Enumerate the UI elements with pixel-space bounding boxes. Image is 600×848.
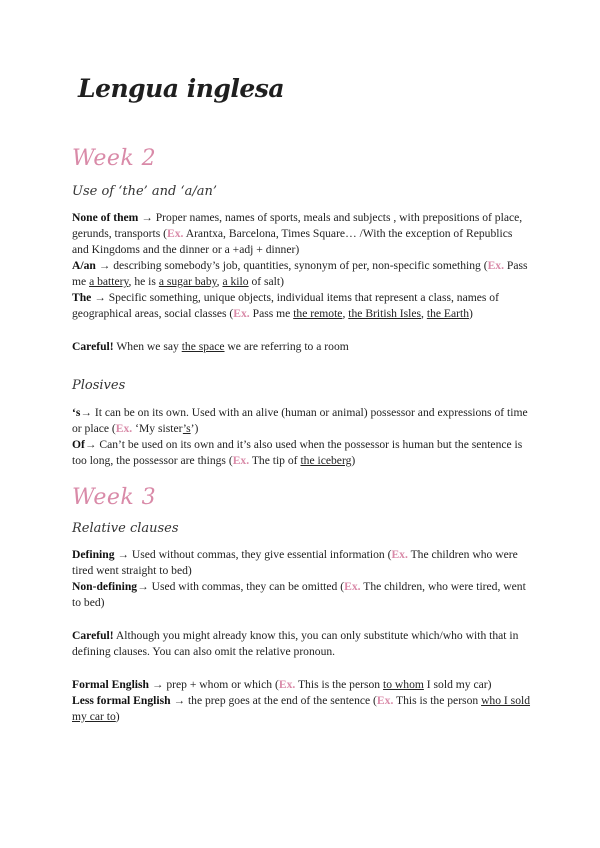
careful-note-relative: Careful! Although you might already know this, you can only substitute which/who with that in defining clauses. You can also omit the relative pronoun. [72, 629, 519, 658]
articles-heading: Use of ‘the’ and ‘a/an’ [72, 184, 218, 199]
articles-rules [72, 210, 530, 322]
relative-clauses-heading: Relative clauses [72, 521, 179, 536]
rule-formal-english: Formal English → prep + whom or which (Ex. This is the person to whom I sold my car) [72, 678, 492, 691]
relative-clauses-rules [72, 547, 530, 611]
rule-possessive-s: ‘s→ It can be on its own. Used with an alive (human or animal) possessor and expressions of time or place (Ex. ‘My sister’s’) [72, 406, 528, 435]
rule-the: The → Specific something, unique objects, individual items that represent a class, names of geographical areas, social classes (Ex. Pass me the remote, the British Isles, the Earth) [72, 291, 499, 320]
week-3-heading: Week 3 [72, 485, 157, 510]
document-title: Lengua inglesa [78, 74, 285, 103]
rule-defining: Defining → Used without commas, they give essential information (Ex. The children who were tired went straight to bed) [72, 548, 518, 577]
rule-non-defining: Non-defining→ Used with commas, they can be omitted (Ex. The children, who were tired, went to bed) [72, 580, 526, 609]
plosives-heading: Plosives [72, 378, 126, 393]
careful-note-space: Careful! When we say the space we are referring to a room [72, 340, 349, 353]
plosives-rules [72, 405, 530, 469]
rule-of: Of→ Can’t be used on its own and it’s also used when the possessor is human but the sentence is too long, the possessor are things (Ex. The tip of the iceberg) [72, 438, 523, 467]
rule-none-of-them: None of them → Proper names, names of sports, meals and subjects , with prepositions of place, gerunds, transports (Ex. Arantxa, Barcelona, Times Square… /With the exception of Republics and Kingdoms and the dinner or a +adj + dinner) [72, 211, 523, 256]
rule-less-formal-english: Less formal English → the prep goes at the end of the sentence (Ex. This is the person who I sold my car to) [72, 694, 531, 723]
formality-rules [72, 677, 530, 725]
week-2-heading: Week 2 [72, 146, 157, 171]
rule-a-an: A/an → describing somebody’s job, quantities, synonym of per, non-specific something (Ex. Pass me a battery, he is a sugar baby, a kilo of salt) [72, 259, 528, 288]
